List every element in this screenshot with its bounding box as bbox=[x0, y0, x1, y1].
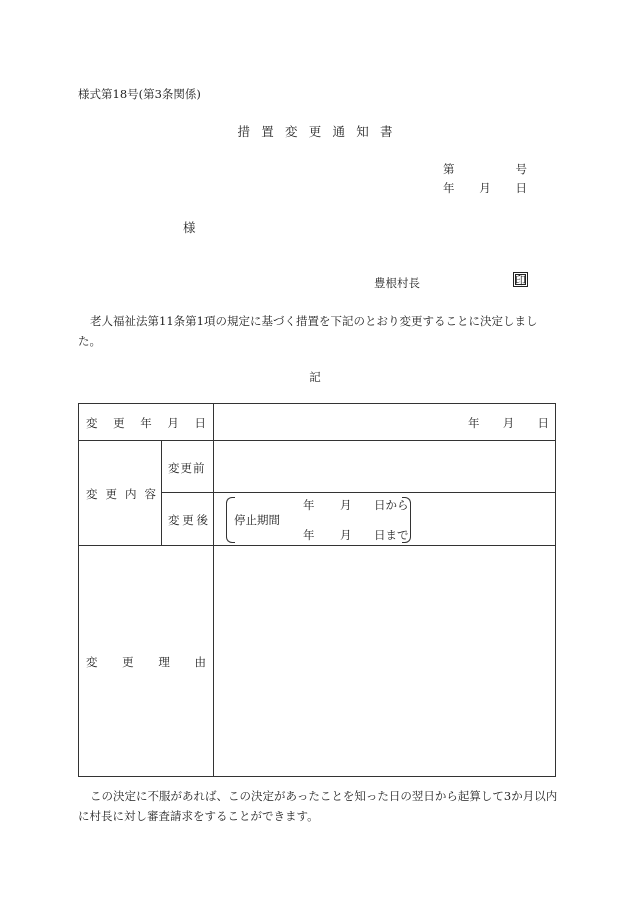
change-reason-label: 変 更 理 由 bbox=[86, 655, 206, 669]
document-title: 措置変更通知書 bbox=[237, 124, 404, 139]
sender-name: 豊根村長 bbox=[374, 276, 420, 290]
document-number-prefix: 第 bbox=[443, 162, 455, 176]
table-row-divider-2 bbox=[161, 492, 556, 493]
document-date-day: 日 bbox=[515, 181, 527, 195]
table-col-divider bbox=[213, 403, 214, 777]
period-from-year: 年 bbox=[303, 498, 315, 512]
period-to-month: 月 bbox=[340, 528, 352, 542]
period-to-day: 日まで bbox=[374, 528, 409, 542]
document-date-year: 年 bbox=[443, 181, 455, 195]
table-row-divider-1 bbox=[78, 440, 556, 441]
document-date-month: 月 bbox=[479, 181, 491, 195]
document-date bbox=[443, 180, 527, 196]
form-id: 様式第18号(第3条関係) bbox=[78, 87, 201, 101]
table-row-divider-3 bbox=[78, 545, 556, 546]
period-to-year: 年 bbox=[303, 528, 315, 542]
period-from-day: 日から bbox=[374, 498, 409, 512]
footer-text: この決定に不服があれば、この決定があったことを知った日の翌日から起算して3か月以内に村長に対し審査請求をすることができます。 bbox=[78, 789, 558, 823]
after-label: 変 更 後 bbox=[168, 513, 208, 527]
document-number-suffix: 号 bbox=[515, 162, 527, 176]
suspension-label: 停止期間 bbox=[234, 513, 280, 527]
ki-heading: 記 bbox=[309, 370, 321, 384]
change-table bbox=[78, 403, 556, 777]
change-date-value: 年 月 日 bbox=[468, 416, 549, 430]
recipient-suffix: 様 bbox=[183, 220, 196, 235]
seal-mark bbox=[513, 272, 528, 287]
change-date-label: 変 更 年 月 日 bbox=[86, 416, 206, 430]
seal-char: 印 bbox=[515, 274, 526, 287]
change-content-label: 変 更 内 容 bbox=[86, 487, 156, 501]
body-text: 老人福祉法第11条第1項の規定に基づく措置を下記のとおり変更することに決定しました。 bbox=[78, 314, 538, 348]
document-number bbox=[443, 161, 527, 177]
period-from-month: 月 bbox=[340, 498, 352, 512]
before-label: 変更前 bbox=[168, 461, 206, 475]
